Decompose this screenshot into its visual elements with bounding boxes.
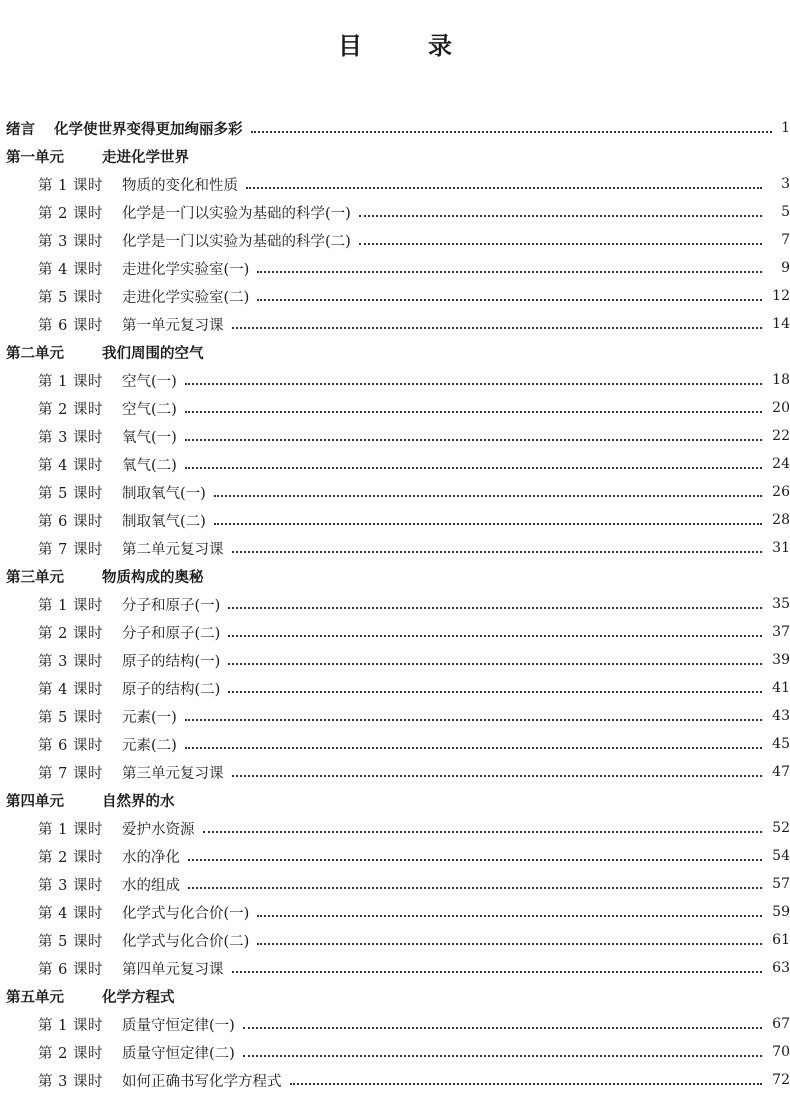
lesson-label: 第 4 课时 (38, 261, 103, 278)
lesson-entry[interactable] (0, 702, 790, 730)
lesson-page-number: 14 (772, 316, 790, 332)
unit-heading[interactable] (0, 982, 790, 1010)
lesson-title: 走进化学实验室(二) (122, 289, 250, 306)
lesson-entry[interactable] (0, 226, 790, 254)
lesson-entry[interactable] (0, 898, 790, 926)
lesson-page-number: 9 (781, 260, 790, 276)
toc-intro-entry[interactable] (0, 114, 790, 142)
lesson-label: 第 4 课时 (38, 905, 103, 922)
table-of-contents (0, 114, 790, 1094)
lesson-label: 第 7 课时 (38, 541, 103, 558)
lesson-entry[interactable] (0, 1066, 790, 1094)
lesson-page-number: 24 (772, 456, 790, 472)
lesson-title: 第四单元复习课 (122, 961, 224, 978)
lesson-title: 第一单元复习课 (122, 317, 224, 334)
lesson-title: 空气(一) (122, 373, 177, 390)
lesson-label: 第 6 课时 (38, 317, 103, 334)
unit-title: 我们周围的空气 (102, 345, 204, 362)
lesson-label: 第 2 课时 (38, 625, 103, 642)
dot-leader (257, 942, 762, 945)
page-title (0, 26, 790, 61)
lesson-label: 第 1 课时 (38, 597, 103, 614)
dot-leader (185, 746, 762, 749)
lesson-label: 第 5 课时 (38, 485, 103, 502)
lesson-entry[interactable] (0, 170, 790, 198)
lesson-label: 第 3 课时 (38, 653, 103, 670)
unit-label: 第二单元 (6, 345, 64, 362)
lesson-page-number: 26 (772, 484, 790, 500)
lesson-label: 第 1 课时 (38, 373, 103, 390)
dot-leader (188, 858, 762, 861)
lesson-label: 第 1 课时 (38, 1017, 103, 1034)
lesson-page-number: 52 (772, 820, 790, 836)
lesson-page-number: 35 (772, 596, 790, 612)
lesson-title: 化学是一门以实验为基础的科学(一) (122, 205, 351, 222)
dot-leader (232, 970, 763, 973)
dot-leader (243, 1054, 762, 1057)
intro-title: 化学使世界变得更加绚丽多彩 (54, 121, 243, 138)
lesson-label: 第 6 课时 (38, 961, 103, 978)
lesson-entry[interactable] (0, 926, 790, 954)
lesson-title: 制取氧气(二) (122, 513, 206, 530)
dot-leader (232, 550, 763, 553)
lesson-page-number: 54 (772, 848, 790, 864)
dot-leader (214, 494, 762, 497)
lesson-entry[interactable] (0, 478, 790, 506)
lesson-title: 质量守恒定律(一) (122, 1017, 235, 1034)
lesson-title: 化学式与化合价(一) (122, 905, 250, 922)
lesson-title: 爱护水资源 (122, 821, 195, 838)
lesson-entry[interactable] (0, 506, 790, 534)
page-title-char: 目 (338, 32, 428, 60)
lesson-page-number: 28 (772, 512, 790, 528)
lesson-entry[interactable] (0, 310, 790, 338)
lesson-label: 第 6 课时 (38, 513, 103, 530)
unit-title: 物质构成的奥秘 (102, 569, 204, 586)
dot-leader (214, 522, 762, 525)
dot-leader (251, 130, 773, 133)
lesson-label: 第 3 课时 (38, 233, 103, 250)
lesson-entry[interactable] (0, 254, 790, 282)
lesson-title: 第二单元复习课 (122, 541, 224, 558)
lesson-label: 第 1 课时 (38, 177, 103, 194)
lesson-label: 第 5 课时 (38, 933, 103, 950)
dot-leader (185, 438, 762, 441)
lesson-page-number: 20 (772, 400, 790, 416)
lesson-label: 第 4 课时 (38, 681, 103, 698)
lesson-page-number: 47 (772, 764, 790, 780)
unit-title: 自然界的水 (102, 793, 175, 810)
lesson-title: 质量守恒定律(二) (122, 1045, 235, 1062)
unit-label: 第五单元 (6, 989, 64, 1006)
dot-leader (203, 830, 763, 833)
lesson-entry[interactable] (0, 394, 790, 422)
unit-label: 第一单元 (6, 149, 64, 166)
lesson-page-number: 41 (772, 680, 790, 696)
unit-heading[interactable] (0, 786, 790, 814)
lesson-title: 氧气(二) (122, 457, 177, 474)
lesson-entry[interactable] (0, 618, 790, 646)
dot-leader (232, 326, 763, 329)
lesson-entry[interactable] (0, 730, 790, 758)
dot-leader (359, 242, 762, 245)
dot-leader (243, 1026, 762, 1029)
dot-leader (185, 718, 762, 721)
lesson-entry[interactable] (0, 842, 790, 870)
unit-label: 第三单元 (6, 569, 64, 586)
lesson-entry[interactable] (0, 758, 790, 786)
lesson-label: 第 3 课时 (38, 429, 103, 446)
lesson-title: 原子的结构(一) (122, 653, 221, 670)
lesson-page-number: 61 (772, 932, 790, 948)
lesson-page-number: 63 (772, 960, 790, 976)
lesson-title: 第三单元复习课 (122, 765, 224, 782)
dot-leader (185, 466, 762, 469)
unit-title: 走进化学世界 (102, 149, 189, 166)
lesson-entry[interactable] (0, 954, 790, 982)
intro-page-number: 1 (781, 120, 790, 136)
lesson-page-number: 67 (772, 1016, 790, 1032)
lesson-title: 物质的变化和性质 (122, 177, 238, 194)
lesson-title: 分子和原子(一) (122, 597, 221, 614)
lesson-entry[interactable] (0, 366, 790, 394)
lesson-entry[interactable] (0, 870, 790, 898)
lesson-label: 第 2 课时 (38, 205, 103, 222)
lesson-title: 氧气(一) (122, 429, 177, 446)
lesson-entry[interactable] (0, 1038, 790, 1066)
lesson-entry[interactable] (0, 674, 790, 702)
dot-leader (232, 774, 763, 777)
lesson-page-number: 45 (772, 736, 790, 752)
lesson-title: 制取氧气(一) (122, 485, 206, 502)
lesson-page-number: 31 (772, 540, 790, 556)
dot-leader (359, 214, 762, 217)
lesson-label: 第 2 课时 (38, 849, 103, 866)
lesson-title: 元素(一) (122, 709, 177, 726)
lesson-label: 第 3 课时 (38, 877, 103, 894)
lesson-entry[interactable] (0, 646, 790, 674)
lesson-entry[interactable] (0, 450, 790, 478)
lesson-label: 第 5 课时 (38, 289, 103, 306)
lesson-title: 原子的结构(二) (122, 681, 221, 698)
lesson-label: 第 2 课时 (38, 1045, 103, 1062)
lesson-title: 空气(二) (122, 401, 177, 418)
unit-label: 第四单元 (6, 793, 64, 810)
dot-leader (246, 186, 762, 189)
lesson-entry[interactable] (0, 198, 790, 226)
lesson-title: 走进化学实验室(一) (122, 261, 250, 278)
dot-leader (228, 662, 762, 665)
lesson-page-number: 59 (772, 904, 790, 920)
lesson-entry[interactable] (0, 282, 790, 310)
lesson-title: 水的净化 (122, 849, 180, 866)
dot-leader (257, 914, 762, 917)
lesson-entry[interactable] (0, 814, 790, 842)
lesson-entry[interactable] (0, 534, 790, 562)
lesson-label: 第 4 课时 (38, 457, 103, 474)
lesson-label: 第 3 课时 (38, 1073, 103, 1090)
dot-leader (188, 886, 762, 889)
lesson-entry[interactable] (0, 422, 790, 450)
page-title-char: 录 (428, 32, 518, 60)
dot-leader (185, 410, 762, 413)
lesson-page-number: 7 (781, 232, 790, 248)
lesson-title: 化学式与化合价(二) (122, 933, 250, 950)
intro-label: 绪言 (6, 121, 35, 138)
dot-leader (228, 634, 762, 637)
dot-leader (257, 270, 762, 273)
lesson-page-number: 22 (772, 428, 790, 444)
lesson-page-number: 5 (781, 204, 790, 220)
lesson-title: 分子和原子(二) (122, 625, 221, 642)
lesson-label: 第 5 课时 (38, 709, 103, 726)
lesson-entry[interactable] (0, 1010, 790, 1038)
lesson-page-number: 70 (772, 1044, 790, 1060)
lesson-label: 第 1 课时 (38, 821, 103, 838)
unit-title: 化学方程式 (102, 989, 175, 1006)
lesson-label: 第 6 课时 (38, 737, 103, 754)
lesson-page-number: 57 (772, 876, 790, 892)
dot-leader (228, 690, 762, 693)
dot-leader (257, 298, 762, 301)
lesson-page-number: 72 (772, 1072, 790, 1088)
dot-leader (228, 606, 762, 609)
lesson-title: 如何正确书写化学方程式 (122, 1073, 282, 1090)
lesson-page-number: 43 (772, 708, 790, 724)
lesson-title: 元素(二) (122, 737, 177, 754)
unit-heading[interactable] (0, 338, 790, 366)
lesson-page-number: 39 (772, 652, 790, 668)
dot-leader (290, 1082, 763, 1085)
lesson-page-number: 37 (772, 624, 790, 640)
lesson-label: 第 2 课时 (38, 401, 103, 418)
lesson-page-number: 12 (772, 288, 790, 304)
lesson-page-number: 3 (781, 176, 790, 192)
lesson-title: 水的组成 (122, 877, 180, 894)
lesson-title: 化学是一门以实验为基础的科学(二) (122, 233, 351, 250)
dot-leader (185, 382, 762, 385)
unit-heading[interactable] (0, 142, 790, 170)
lesson-entry[interactable] (0, 590, 790, 618)
lesson-page-number: 18 (772, 372, 790, 388)
lesson-label: 第 7 课时 (38, 765, 103, 782)
unit-heading[interactable] (0, 562, 790, 590)
